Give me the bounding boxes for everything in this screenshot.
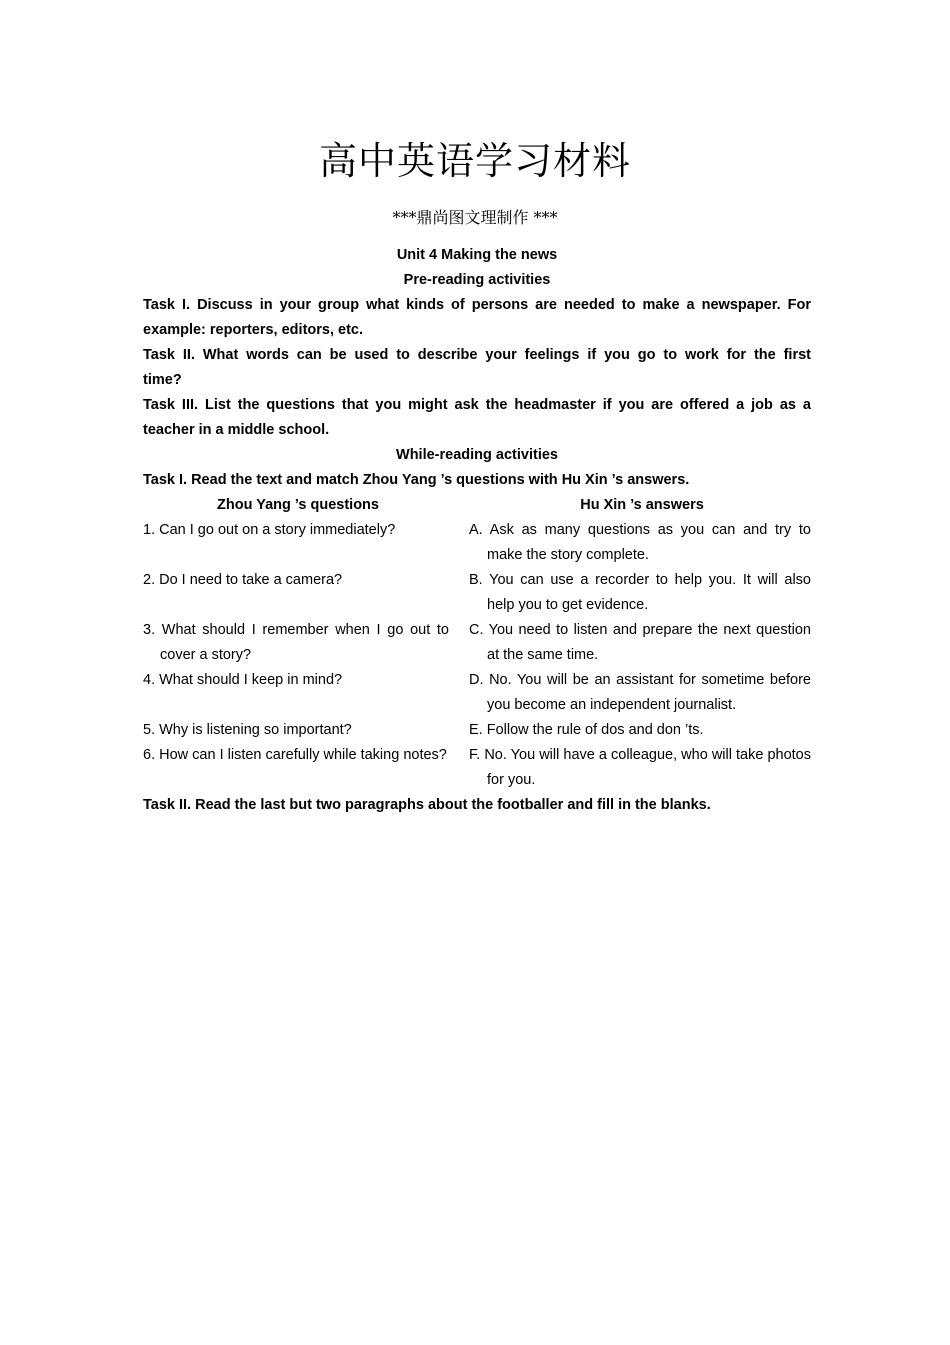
questions-column-header: Zhou Yang ’s questions: [217, 497, 379, 513]
main-title: 高中英语学习材料: [318, 139, 631, 183]
question-item: 6. How can I listen carefully while taking notes?: [143, 747, 447, 763]
while-reading-task-2: Task II. Read the last but two paragraphs about the footballer and fill in the blanks.: [143, 797, 711, 813]
answers-column-header: Hu Xin ’s answers: [580, 497, 704, 513]
pre-reading-task-1: Task I. Discuss in your group what kinds of persons are needed to make a newspaper. For example: reporters, editors, etc.: [143, 297, 811, 338]
answer-item: D. No. You will be an assistant for sometime before you become an independent journalist.: [469, 672, 811, 713]
producer-line: ***鼎尚图文理制作 ***: [392, 208, 558, 227]
unit-title: Unit 4 Making the news: [396, 247, 558, 263]
answer-item: E. Follow the rule of dos and don ’ts.: [469, 722, 704, 738]
question-item: 2. Do I need to take a camera?: [143, 572, 343, 588]
match-row: [143, 568, 811, 618]
match-row: [143, 718, 811, 743]
question-item: 1. Can I go out on a story immediately?: [143, 522, 396, 538]
match-row: [143, 618, 811, 668]
answer-item: C. You need to listen and prepare the next question at the same time.: [469, 622, 811, 663]
match-row: [143, 743, 811, 793]
pre-reading-heading: Pre-reading activities: [403, 272, 551, 288]
content-body: [143, 243, 811, 818]
question-item: 4. What should I keep in mind?: [143, 672, 343, 688]
match-row: [143, 668, 811, 718]
pre-reading-task-2: Task II. What words can be used to describe your feelings if you go to work for the first time?: [143, 347, 811, 388]
while-reading-heading: While-reading activities: [396, 447, 558, 463]
matching-column-headers: [143, 493, 811, 518]
question-item: 5. Why is listening so important?: [143, 722, 352, 738]
question-item: 3. What should I remember when I go out to cover a story?: [143, 622, 449, 663]
pre-reading-task-3: Task III. List the questions that you might ask the headmaster if you are offered a job as a teacher in a middle school.: [143, 397, 811, 438]
answer-item: B. You can use a recorder to help you. It will also help you to get evidence.: [469, 572, 811, 613]
while-reading-task-1: Task I. Read the text and match Zhou Yang ’s questions with Hu Xin ’s answers.: [143, 472, 690, 488]
answer-item: A. Ask as many questions as you can and try to make the story complete.: [469, 522, 811, 563]
answer-item: F. No. You will have a colleague, who will take photos for you.: [469, 747, 811, 788]
match-row: [143, 518, 811, 568]
